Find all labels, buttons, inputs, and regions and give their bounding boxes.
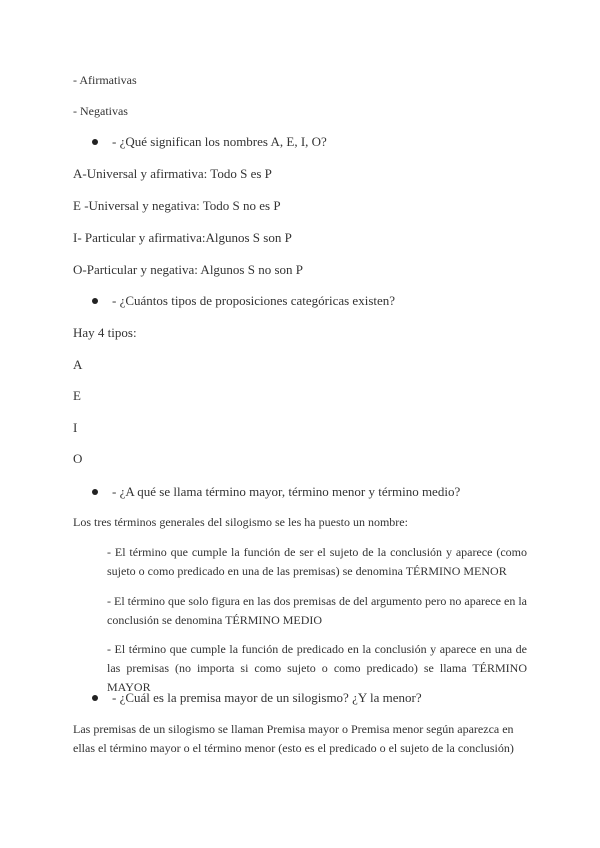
bullet-question-nombres: [92, 134, 327, 150]
text-afirmativas: - Afirmativas: [73, 73, 137, 87]
definition-o: O-Particular y negativa: Algunos S no son P: [73, 262, 304, 277]
paragraph-premisas: Las premisas de un silogismo se llaman Premisa mayor o Premisa menor según aparezca en ellas el término mayor o el término menor (esto es el predicado o el sujeto de la conclusión): [73, 722, 514, 755]
definition-i: I- Particular y afirmativa:Algunos S son P: [73, 230, 292, 245]
letter-o: O: [73, 451, 83, 466]
question-text: - ¿Cuántos tipos de proposiciones categóricas existen?: [112, 293, 396, 308]
bullet-icon: [92, 695, 98, 701]
letter-a: A: [73, 357, 83, 372]
bullet-question-tipos: [92, 293, 395, 309]
letter-e: E: [73, 388, 81, 403]
paragraph-termino-medio: - El término que solo figura en las dos premisas de del argumento pero no aparece en la conclusión se denomina TÉRMINO MEDIO: [107, 594, 527, 627]
text-negativas: - Negativas: [73, 104, 128, 118]
bullet-icon: [92, 489, 98, 495]
bullet-question-terminos: [92, 484, 460, 500]
bullet-question-premisa: [92, 690, 422, 706]
letter-i: I: [73, 420, 78, 435]
bullet-icon: [92, 139, 98, 145]
bullet-icon: [92, 298, 98, 304]
question-text: - ¿A qué se llama término mayor, término menor y término medio?: [112, 484, 461, 499]
question-text: - ¿Cuál es la premisa mayor de un silogismo? ¿Y la menor?: [112, 690, 422, 705]
text-hay-4-tipos: Hay 4 tipos:: [73, 325, 137, 340]
definition-e: E -Universal y negativa: Todo S no es P: [73, 198, 281, 213]
text-tres-terminos: Los tres términos generales del silogismo se les ha puesto un nombre:: [73, 515, 408, 529]
question-text: - ¿Qué significan los nombres A, E, I, O?: [112, 134, 327, 149]
definition-a: A-Universal y afirmativa: Todo S es P: [73, 166, 272, 181]
paragraph-termino-mayor: - El término que cumple la función de predicado en la conclusión y aparece en una de las premisas (no importa si como sujeto o como predicado) se llama TÉRMINO MAYOR: [107, 642, 527, 694]
paragraph-termino-menor: - El término que cumple la función de ser el sujeto de la conclusión y aparece (como sujeto o como predicado en una de las premisas) se denomina TÉRMINO MENOR: [107, 545, 527, 578]
